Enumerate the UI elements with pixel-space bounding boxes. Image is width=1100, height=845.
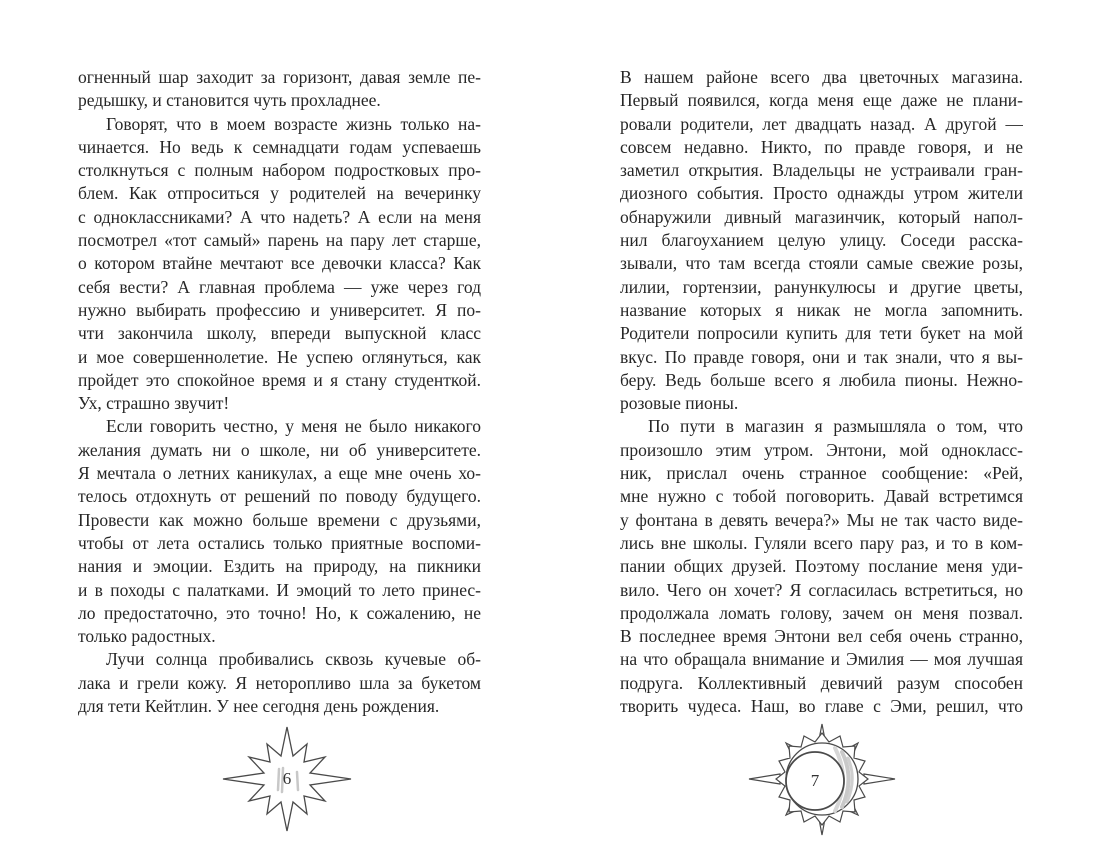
left-page-number: 6: [282, 769, 292, 788]
text-line: для тети Кейтлин. У нее сегодня день рождения.: [78, 696, 440, 717]
text-line: нания и эмоции. Ездить на природу, на пикники: [78, 556, 481, 577]
text-line: розовые пионы.: [620, 393, 739, 414]
text-line: название которых я никак не могла запомнить.: [620, 299, 1023, 320]
right-page-text: [620, 66, 1023, 718]
text-line: ник, прислал очень странное сообщение: «Рей,: [620, 463, 1023, 484]
text-line: Я мечтала о летних каникулах, а еще мне очень хо-: [78, 463, 481, 484]
text-line: нужно выбирать профессию и университет. Я по-: [78, 299, 481, 320]
text-line: ло предостаточно, это точно! Но, к сожалению, не: [78, 602, 481, 623]
text-line: нил благоуханием целую улицу. Соседи расска-: [620, 230, 1023, 251]
text-line: Лучи солнца пробивались сквозь кучевые об-: [106, 649, 481, 670]
text-line: подруга. Коллективный девичий разум способен: [620, 672, 1023, 693]
text-line: Провести как можно больше времени с друзьями,: [78, 509, 481, 530]
text-line: совсем недавно. Никто, по правде говоря, и не: [620, 136, 1023, 157]
text-line: В нашем районе всего два цветочных магазина.: [620, 67, 1023, 87]
text-line: у фонтана в девять вечера?» Мы не так часто виде-: [620, 509, 1023, 530]
text-line: произошло этим утром. Энтони, мой однокласс-: [620, 439, 1023, 460]
text-line: Родители попросили купить для тети букет на мой: [620, 323, 1023, 344]
text-line: беру. Ведь больше всего я любила пионы. Нежно-: [620, 369, 1023, 390]
text-line: на что обращала внимание и Эмилия — моя лучшая: [620, 649, 1023, 670]
text-line: и мое совершеннолетие. Не успею оглянуться, как: [78, 346, 481, 367]
text-line: огненный шар заходит за горизонт, давая земле пе-: [78, 67, 481, 87]
text-line: посмотрел «тот самый» парень на пару лет старше,: [78, 230, 481, 251]
left-page-text: [78, 66, 481, 718]
text-line: мне нужно с тобой поговорить. Давай встретимся: [620, 486, 1023, 507]
text-line: лись вне школы. Гуляли всего пару раз, и то в ком-: [620, 532, 1023, 553]
text-line: Первый появился, когда меня еще даже не плани-: [620, 90, 1023, 111]
text-line: вкус. По правде говоря, они и так знали, что я вы-: [620, 346, 1023, 367]
text-line: творить чудеса. Наш, во главе с Эми, решил, что: [620, 696, 1023, 717]
text-line: По пути в магазин я размышляла о том, что: [648, 416, 1023, 437]
text-line: столкнуться с полным набором подростковых про-: [78, 160, 481, 181]
text-line: ровали родители, лет двадцать назад. А другой —: [620, 113, 1023, 134]
text-line: себя вести? А главная проблема — уже через год: [78, 276, 481, 297]
text-line: чти закончила школу, впереди выпускной класс: [78, 323, 481, 344]
text-line: продолжала ломать голову, зачем он меня позвал.: [620, 602, 1023, 623]
text-line: чинается. Но ведь к семнадцати годам успеваешь: [78, 136, 481, 157]
text-line: вило. Чего он хочет? Я согласилась встретиться, но: [620, 579, 1023, 600]
text-line: пройдет это спокойное время и я стану студенткой.: [78, 369, 481, 390]
text-line: лилии, гортензии, ранункулюсы и другие цветы,: [620, 276, 1023, 297]
text-line: В последнее время Энтони вел себя очень странно,: [620, 626, 1023, 647]
text-line: редышку, и становится чуть прохладнее.: [78, 90, 381, 111]
text-line: с одноклассниками? А что надеть? А если на меня: [78, 206, 481, 227]
text-line: телось отдохнуть от решений по поводу будущего.: [78, 486, 481, 507]
text-line: желания думать ни о школе, ни об университете.: [78, 439, 481, 460]
text-line: заметил открытия. Владельцы не устраивали гран-: [620, 160, 1023, 181]
text-line: о котором втайне мечтают все девочки класса? Как: [78, 253, 481, 274]
text-line: лака и грели кожу. Я неторопливо шла за букетом: [78, 672, 481, 693]
text-line: зывали, что там всегда стояли самые свежие розы,: [620, 253, 1023, 274]
text-line: чтобы от лета остались только приятные воспоми-: [78, 532, 481, 553]
text-line: блем. Как отпроситься у родителей на вечеринку: [78, 183, 481, 204]
text-line: Если говорить честно, у меня не было никакого: [106, 416, 481, 437]
text-line: Ух, страшно звучит!: [78, 393, 230, 414]
text-line: и в походы с палатками. И эмоций то лето принес-: [78, 579, 481, 600]
text-line: обнаружили дивный магазинчик, который напол-: [620, 206, 1023, 227]
right-page-number: 7: [810, 771, 820, 790]
text-line: пании общих друзей. Поэтому послание меня уди-: [620, 556, 1023, 577]
text-line: Говорят, что в моем возрасте жизнь только на-: [106, 113, 481, 134]
text-line: диозного события. Просто однажды утром жители: [620, 183, 1023, 204]
text-line: только радостных.: [78, 626, 216, 647]
